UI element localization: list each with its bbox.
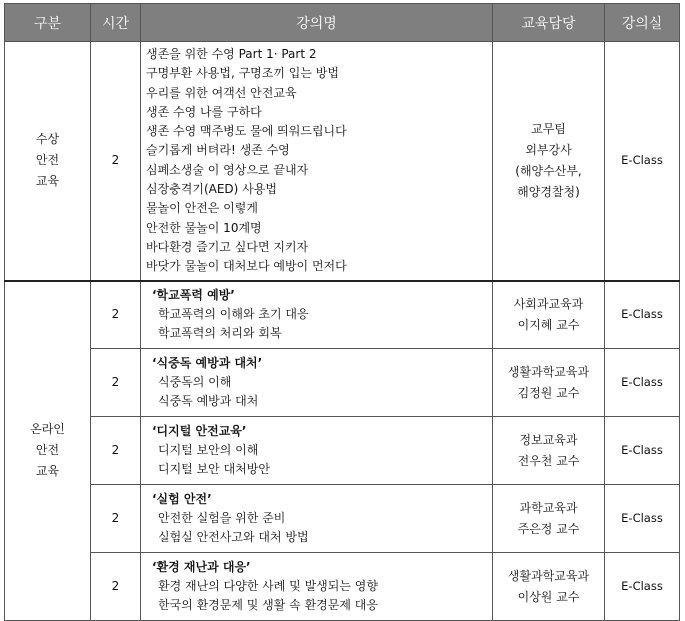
lecture-subtopic: 디지털 보안 대처방안 bbox=[158, 462, 270, 477]
lecture-line: 슬기롭게 버텨라! 생존 수영 bbox=[146, 143, 290, 158]
header-category: 구분 bbox=[5, 4, 91, 42]
lecture-line: 심폐소생술 이 영상으로 끝내자 bbox=[146, 162, 309, 177]
online-lecture bbox=[141, 485, 493, 553]
online-room: E-Class bbox=[605, 349, 680, 417]
lecture-title: ‘학교폭력 예방’ bbox=[152, 287, 235, 302]
water-safety-room: E-Class bbox=[605, 42, 680, 281]
lecture-line: 생존을 위한 수영 Part 1· Part 2 bbox=[146, 47, 317, 61]
online-row-1 bbox=[5, 281, 680, 349]
lecture-line: 바다환경 즐기고 싶다면 지키자 bbox=[146, 239, 309, 254]
header-row bbox=[5, 4, 680, 42]
online-hours: 2 bbox=[91, 553, 141, 621]
lecture-subtopic: 식중독 예방과 대처 bbox=[158, 394, 259, 409]
header-hours: 시간 bbox=[91, 4, 141, 42]
instructor-line: 외부강사 bbox=[525, 142, 572, 157]
instructor-line: 정보교육과 bbox=[519, 432, 578, 447]
online-row-2 bbox=[5, 349, 680, 417]
header-instructor: 교육담당 bbox=[493, 4, 605, 42]
lecture-line: 물놀이 안전은 이렇게 bbox=[146, 201, 258, 216]
lecture-title: ‘실험 안전’ bbox=[152, 491, 212, 506]
instructor-line: 해양경찰청) bbox=[517, 184, 580, 199]
category-line: 수상 bbox=[35, 132, 60, 147]
schedule-table-wrapper bbox=[4, 3, 680, 621]
instructor-line: 과학교육과 bbox=[519, 500, 578, 515]
lecture-subtopic: 학교폭력의 이해와 초기 대응 bbox=[158, 307, 309, 322]
online-instructor bbox=[493, 485, 605, 553]
water-safety-hours: 2 bbox=[91, 42, 141, 281]
instructor-line: 생활과학교육과 bbox=[507, 568, 590, 583]
category-line: 안전 bbox=[35, 443, 60, 458]
water-safety-lectures bbox=[141, 42, 493, 281]
online-instructor bbox=[493, 349, 605, 417]
online-instructor bbox=[493, 417, 605, 485]
online-row-5 bbox=[5, 553, 680, 621]
water-safety-instructor bbox=[493, 42, 605, 281]
instructor-line: 교무팀 bbox=[531, 121, 566, 136]
online-room: E-Class bbox=[605, 485, 680, 553]
instructor-line: 생활과학교육과 bbox=[507, 364, 590, 379]
category-line: 안전 bbox=[35, 153, 60, 168]
lecture-line: 구명부환 사용법, 구명조끼 입는 방법 bbox=[146, 66, 339, 81]
category-line: 교육 bbox=[35, 464, 60, 479]
lecture-subtopic: 환경 재난의 다양한 사례 및 발생되는 영향 bbox=[158, 578, 378, 593]
schedule-table bbox=[4, 3, 680, 621]
instructor-line: 이지혜 교수 bbox=[517, 317, 580, 332]
online-safety-category bbox=[5, 281, 91, 621]
header-lecture: 강의명 bbox=[141, 4, 493, 42]
online-room: E-Class bbox=[605, 281, 680, 349]
instructor-line: 주은정 교수 bbox=[517, 521, 580, 536]
instructor-line: 이상원 교수 bbox=[517, 589, 580, 604]
lecture-line: 생존 수영 나를 구하다 bbox=[146, 104, 262, 119]
instructor-line: 전우천 교수 bbox=[517, 453, 580, 468]
header-room: 강의실 bbox=[605, 4, 680, 42]
instructor-line: 사회과교육과 bbox=[513, 296, 584, 311]
online-hours: 2 bbox=[91, 281, 141, 349]
online-lecture bbox=[141, 349, 493, 417]
online-lecture bbox=[141, 417, 493, 485]
online-room: E-Class bbox=[605, 417, 680, 485]
lecture-title: ‘식중독 예방과 대처’ bbox=[152, 355, 263, 370]
lecture-subtopic: 학교폭력의 처리와 회복 bbox=[158, 326, 282, 341]
category-line: 온라인 bbox=[30, 422, 65, 437]
lecture-subtopic: 식중독의 이해 bbox=[158, 374, 232, 389]
category-line: 교육 bbox=[35, 174, 60, 189]
online-hours: 2 bbox=[91, 485, 141, 553]
water-safety-row bbox=[5, 42, 680, 281]
online-lecture bbox=[141, 553, 493, 621]
online-instructor bbox=[493, 553, 605, 621]
lecture-subtopic: 디지털 보안의 이해 bbox=[158, 442, 259, 457]
instructor-line: (해양수산부, bbox=[515, 163, 582, 178]
water-safety-category bbox=[5, 42, 91, 281]
online-lecture bbox=[141, 281, 493, 349]
lecture-title: ‘디지털 안전교육’ bbox=[152, 423, 247, 438]
online-room: E-Class bbox=[605, 553, 680, 621]
lecture-line: 우리를 위한 여객선 안전교육 bbox=[146, 85, 297, 100]
lecture-line: 심장충격기(AED) 사용법 bbox=[146, 182, 277, 197]
lecture-line: 안전한 물놀이 10계명 bbox=[146, 220, 262, 235]
online-row-3 bbox=[5, 417, 680, 485]
online-hours: 2 bbox=[91, 349, 141, 417]
lecture-subtopic: 실험실 안전사고와 대처 방법 bbox=[158, 530, 309, 545]
lecture-line: 바닷가 물놀이 대처보다 예방이 먼저다 bbox=[146, 259, 347, 274]
lecture-subtopic: 한국의 환경문제 및 생활 속 환경문제 대응 bbox=[158, 598, 378, 613]
online-instructor bbox=[493, 281, 605, 349]
lecture-line: 생존 수영 맥주병도 물에 띄워드립니다 bbox=[146, 124, 347, 139]
lecture-subtopic: 안전한 실험을 위한 준비 bbox=[158, 510, 286, 525]
online-row-4 bbox=[5, 485, 680, 553]
instructor-line: 김정원 교수 bbox=[517, 385, 580, 400]
lecture-title: ‘환경 재난과 대응’ bbox=[152, 559, 251, 574]
online-hours: 2 bbox=[91, 417, 141, 485]
